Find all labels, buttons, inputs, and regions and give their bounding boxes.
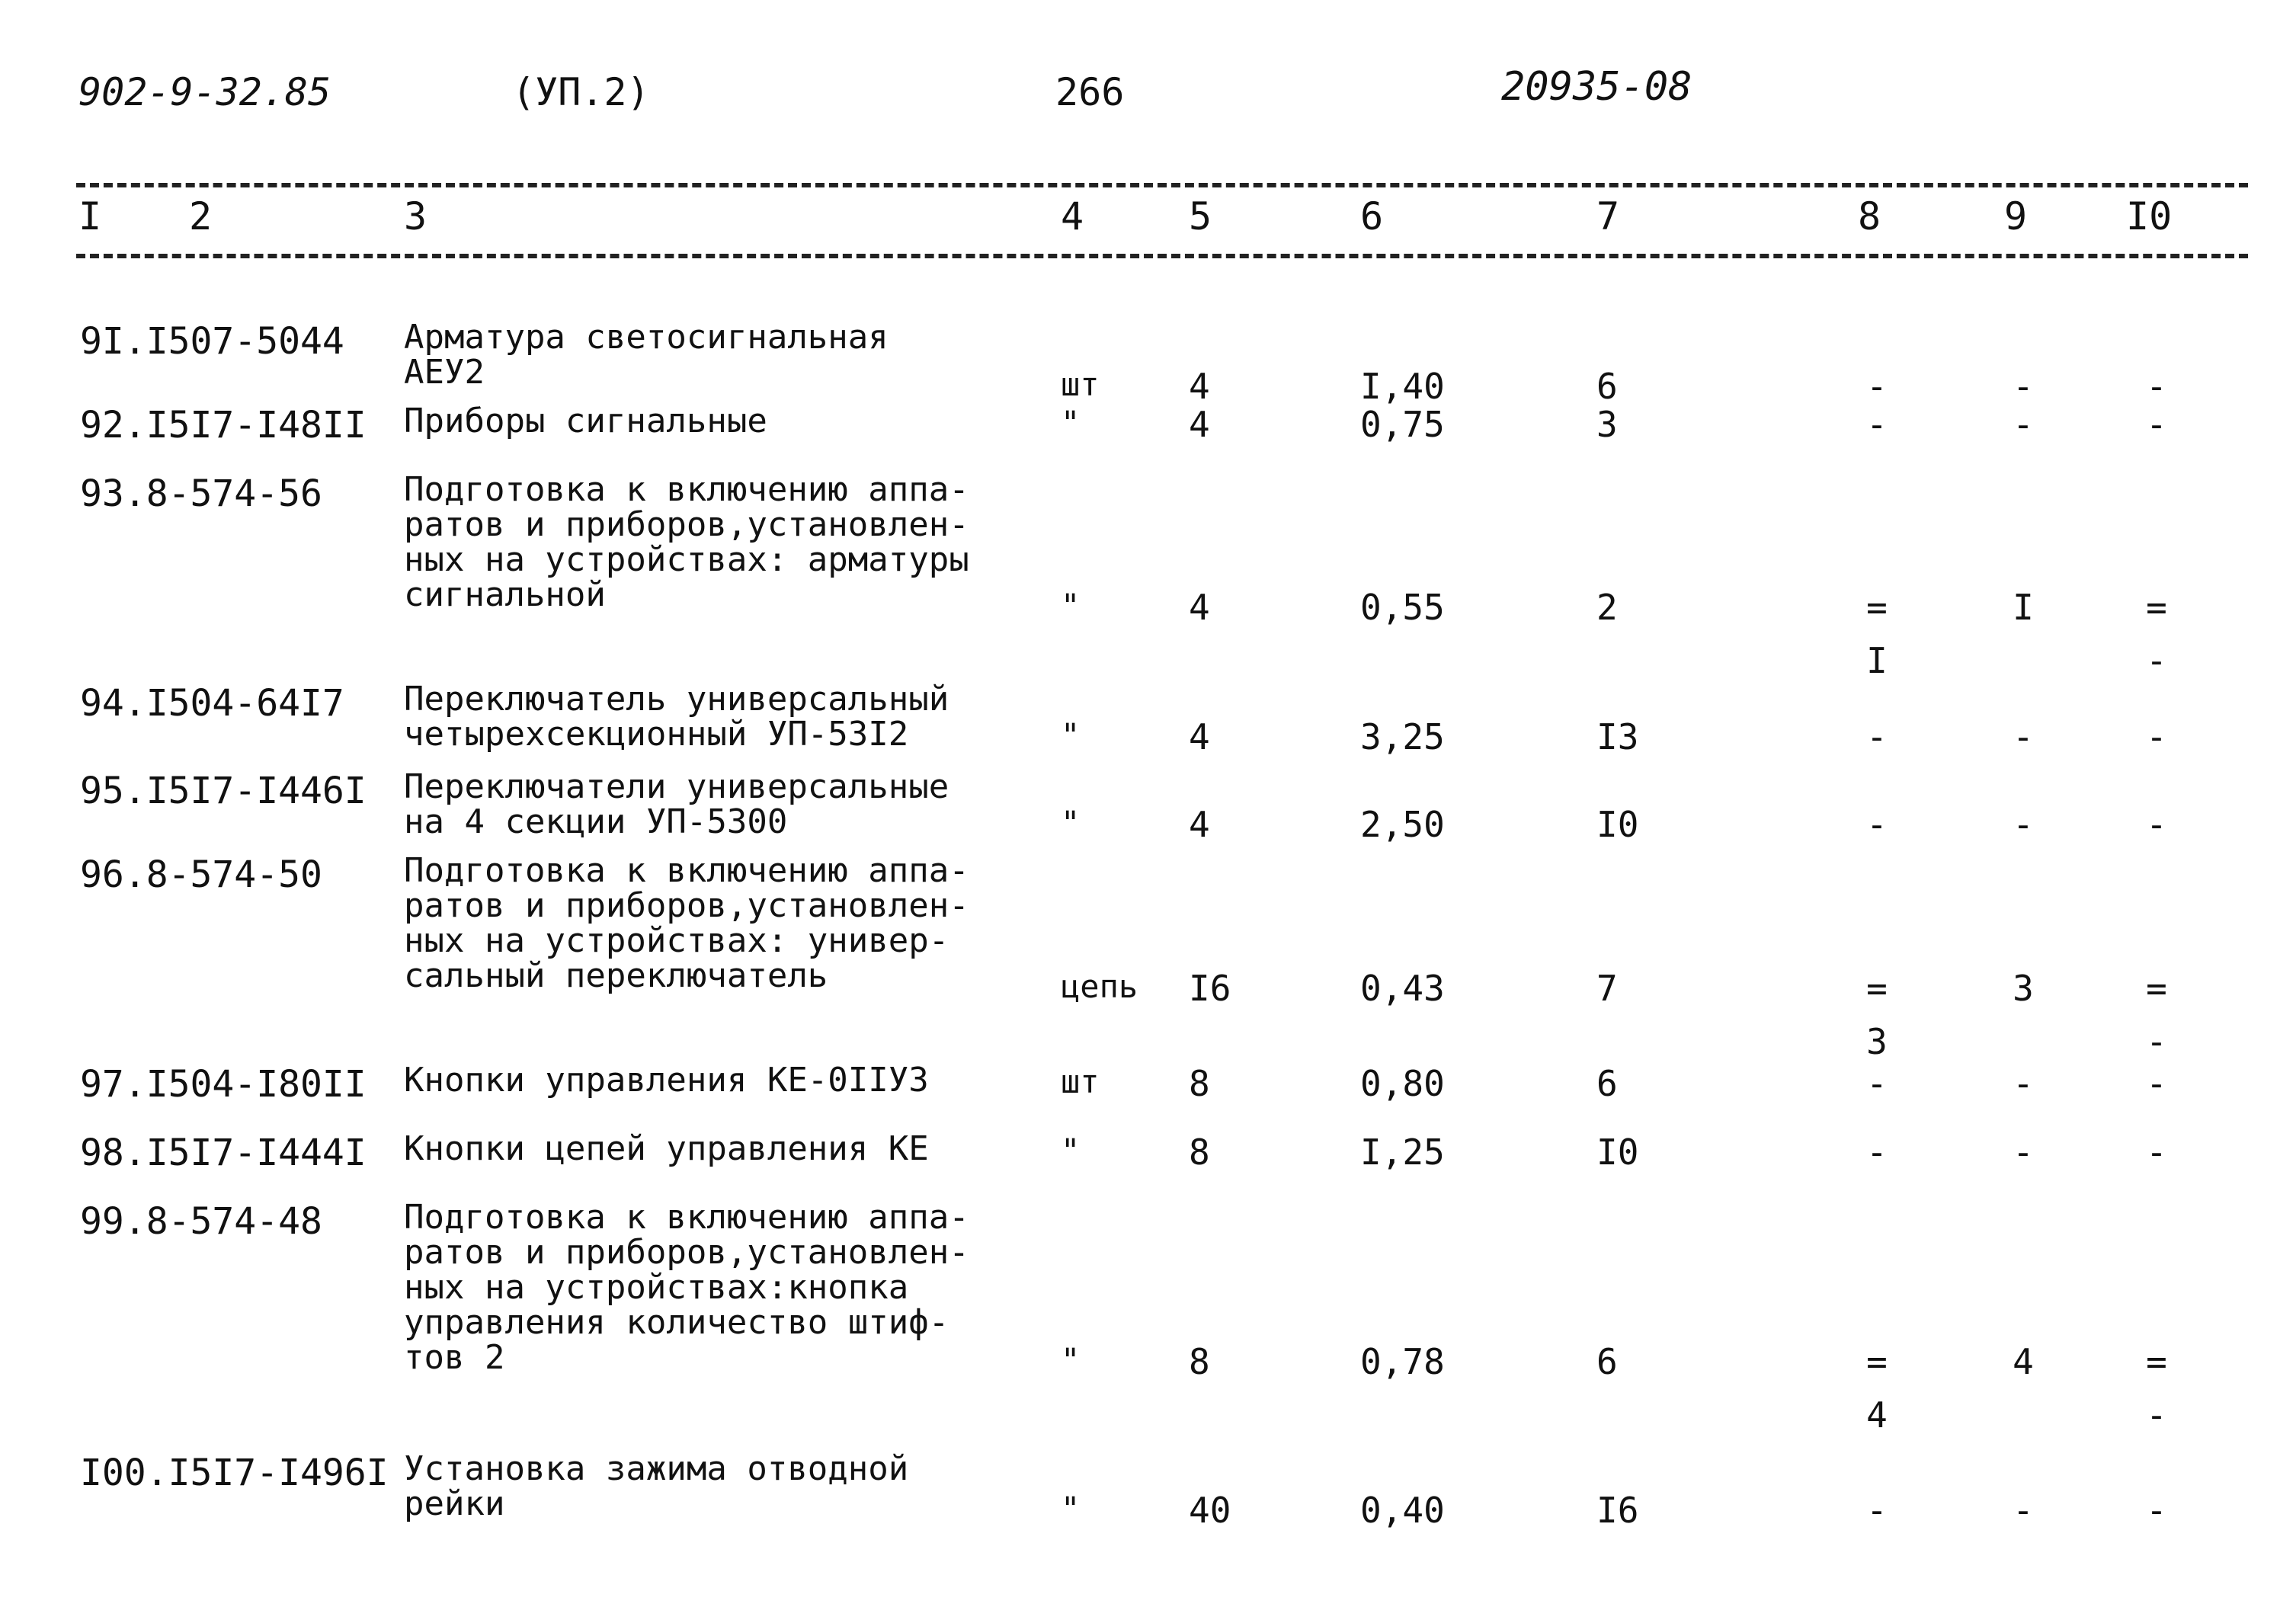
row-col-9: -: [2013, 716, 2034, 757]
row-description: Подготовка к включению аппа- ратов и приборов,установлен- ных на устройствах: универ- сальный переключатель: [404, 851, 969, 995]
row-description: Переключатели универсальные на 4 секции УП-5300: [404, 767, 949, 841]
row-quantity: 8: [1189, 1063, 1210, 1104]
row-col-9: I: [2013, 587, 2034, 628]
row-col-8: =: [1866, 968, 1888, 1009]
row-code: 9I.I507-5044: [80, 320, 344, 363]
row-col-8: -: [1866, 366, 1888, 407]
row-col-9: -: [2013, 1132, 2034, 1173]
col-header-6: 6: [1360, 194, 1384, 239]
row-col-8: =: [1866, 1341, 1888, 1382]
row-quantity: I6: [1189, 968, 1231, 1009]
col-header-2: 2: [189, 194, 213, 239]
row-col-9: 3: [2013, 968, 2034, 1009]
row-col-10: -: [2146, 1132, 2167, 1173]
row-col-10: =: [2146, 968, 2167, 1009]
row-col-8: -: [1866, 1132, 1888, 1173]
row-code: I00.I5I7-I496I: [80, 1452, 389, 1494]
row-col-9: -: [2013, 804, 2034, 845]
row-code: 99.8-574-48: [80, 1200, 322, 1243]
row-total: 6: [1596, 1341, 1618, 1382]
row-col-10: -: [2146, 404, 2167, 445]
row-description: Подготовка к включению аппа- ратов и приборов,установлен- ных на устройствах:кнопка управления количество штиф- тов 2: [404, 1198, 969, 1377]
row-unit: шт: [1061, 366, 1100, 403]
row-unit: ": [1061, 587, 1081, 624]
row-norm: 0,40: [1360, 1490, 1445, 1531]
row-col-8: -: [1866, 404, 1888, 445]
row-norm: 0,55: [1360, 587, 1445, 628]
row-unit: шт: [1061, 1063, 1100, 1100]
row-col-8-sub: I: [1866, 640, 1888, 681]
col-header-10: I0: [2126, 194, 2173, 239]
row-col-10: -: [2146, 366, 2167, 407]
col-header-8: 8: [1858, 194, 1881, 239]
row-code: 94.I504-64I7: [80, 682, 344, 725]
row-norm: 0,80: [1360, 1063, 1445, 1104]
row-unit: ": [1061, 804, 1081, 841]
row-col-10-sub: -: [2146, 1021, 2167, 1062]
row-col-8: -: [1866, 1490, 1888, 1531]
row-col-8-sub: 3: [1866, 1021, 1888, 1062]
row-description: Кнопки управления КЕ-0IIУЗ: [404, 1061, 929, 1100]
row-col-9: -: [2013, 1490, 2034, 1531]
row-quantity: 4: [1189, 804, 1210, 845]
col-header-3: 3: [404, 194, 427, 239]
row-norm: 0,75: [1360, 404, 1445, 445]
row-code: 97.I504-I80II: [80, 1063, 367, 1106]
row-total: I0: [1596, 1132, 1639, 1173]
col-header-5: 5: [1189, 194, 1212, 239]
row-col-8: -: [1866, 1063, 1888, 1104]
row-description: Переключатель универсальный четырехсекционный УП-53I2: [404, 680, 949, 754]
row-col-9: -: [2013, 404, 2034, 445]
row-total: 7: [1596, 968, 1618, 1009]
row-code: 93.8-574-56: [80, 472, 322, 515]
row-description: Установка зажима отводной рейки: [404, 1449, 909, 1523]
row-quantity: 8: [1189, 1341, 1210, 1382]
row-description: Приборы сигнальные: [404, 402, 767, 440]
row-total: 3: [1596, 404, 1618, 445]
row-code: 95.I5I7-I446I: [80, 770, 367, 812]
row-quantity: 4: [1189, 587, 1210, 628]
row-code: 92.I5I7-I48II: [80, 404, 367, 447]
doc-number: 902-9-32.85: [78, 70, 331, 114]
page-number: 266: [1055, 70, 1125, 114]
row-col-10-sub: -: [2146, 640, 2167, 681]
row-col-8-sub: 4: [1866, 1394, 1888, 1436]
row-col-10: =: [2146, 1341, 2167, 1382]
row-col-8: =: [1866, 587, 1888, 628]
row-col-10: -: [2146, 1490, 2167, 1531]
row-col-9: 4: [2013, 1341, 2034, 1382]
row-col-9: -: [2013, 1063, 2034, 1104]
row-total: 6: [1596, 366, 1618, 407]
row-description: Подготовка к включению аппа- ратов и приборов,установлен- ных на устройствах: арматуры сигнальной: [404, 470, 969, 614]
row-quantity: 4: [1189, 404, 1210, 445]
row-code: 98.I5I7-I444I: [80, 1132, 367, 1174]
col-header-7: 7: [1596, 194, 1620, 239]
row-norm: 2,50: [1360, 804, 1445, 845]
row-code: 96.8-574-50: [80, 853, 322, 896]
row-norm: 0,43: [1360, 968, 1445, 1009]
row-total: I3: [1596, 716, 1639, 757]
col-header-4: 4: [1061, 194, 1084, 239]
row-unit: ": [1061, 1490, 1081, 1527]
row-total: I6: [1596, 1490, 1639, 1531]
row-unit: ": [1061, 1132, 1081, 1169]
doc-code: 20935-08: [1501, 64, 1692, 110]
row-quantity: 4: [1189, 716, 1210, 757]
row-total: 6: [1596, 1063, 1618, 1104]
row-col-8: -: [1866, 804, 1888, 845]
row-col-10: -: [2146, 716, 2167, 757]
row-unit: ": [1061, 1341, 1081, 1378]
row-unit: ": [1061, 716, 1081, 754]
row-col-10-sub: -: [2146, 1394, 2167, 1436]
row-quantity: 40: [1189, 1490, 1231, 1531]
row-norm: I,40: [1360, 366, 1445, 407]
col-header-1: I: [78, 194, 102, 239]
doc-part: (УП.2): [512, 70, 650, 114]
row-col-9: -: [2013, 366, 2034, 407]
row-col-10: =: [2146, 587, 2167, 628]
row-quantity: 8: [1189, 1132, 1210, 1173]
row-total: I0: [1596, 804, 1639, 845]
row-col-10: -: [2146, 804, 2167, 845]
row-description: Арматура светосигнальная АЕУ2: [404, 318, 889, 392]
row-description: Кнопки цепей управления КЕ: [404, 1129, 929, 1168]
col-header-9: 9: [2004, 194, 2028, 239]
row-unit: ": [1061, 404, 1081, 441]
row-total: 2: [1596, 587, 1618, 628]
row-col-8: -: [1866, 716, 1888, 757]
row-quantity: 4: [1189, 366, 1210, 407]
row-norm: 0,78: [1360, 1341, 1445, 1382]
row-norm: 3,25: [1360, 716, 1445, 757]
row-norm: I,25: [1360, 1132, 1445, 1173]
row-unit: цепь: [1061, 968, 1138, 1005]
row-col-10: -: [2146, 1063, 2167, 1104]
